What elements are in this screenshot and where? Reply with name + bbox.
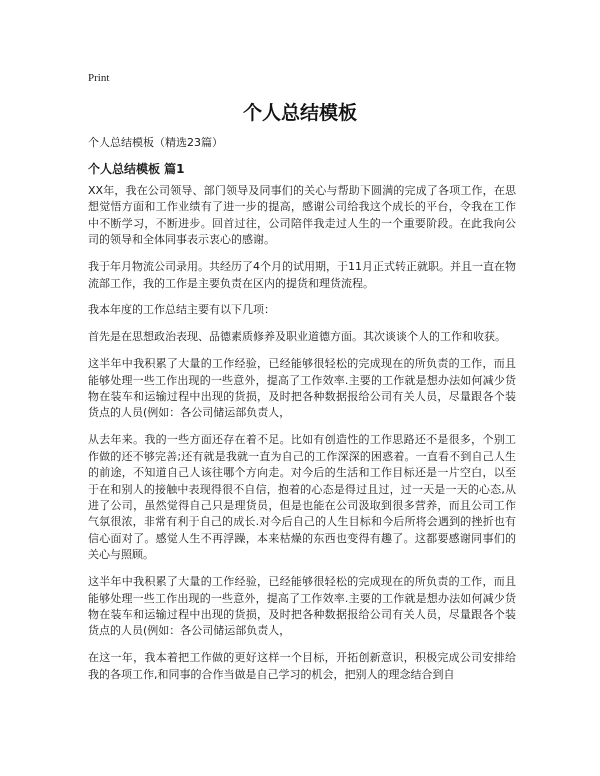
paragraph: 这半年中我积累了大量的工作经验，已经能够很轻松的完成现在的所负责的工作，而且能够处理一些工作出现的一些意外，提高了工作效率.主要的工作就是想办法如何减少货物在装车和运输过程中出现的货损，及时把各种数据报给公司有关人员，尽量跟各个装货点的人员(例如：各公司储运部负责人，	[88, 575, 516, 638]
document-body	[88, 183, 516, 694]
paragraph: 我于年月物流公司录用。共经历了4个月的试用期，于11月正式转正就职。并且一直在物流部工作，我的工作是主要负责在区内的提货和理货流程。	[88, 260, 516, 290]
document-subtitle: 个人总结模板（精选23篇）	[88, 136, 223, 149]
paragraph: XX年，我在公司领导、部门领导及同事们的关心与帮助下圆满的完成了各项工作，在思想觉悟方面和工作业绩有了进一步的提高，感谢公司给我这个成长的平台，令我在工作中不断学习，不断进步。回首过往，公司陪伴我走过人生的一个重要阶段。在此我向公司的领导和全体同事表示衷心的感谢。	[88, 184, 516, 247]
paragraph: 在这一年，我本着把工作做的更好这样一个目标，开拓创新意识，积极完成公司安排给我的各项工作,和同事的合作当做是自己学习的机会，把别人的理念结合到自	[88, 651, 516, 681]
paragraph: 我本年度的工作总结主要有以下几项：	[88, 303, 275, 317]
paragraph: 首先是在思想政治表现、品德素质修养及职业道德方面。其次谈谈个人的工作和收获。	[88, 330, 506, 344]
paragraph: 这半年中我积累了大量的工作经验，已经能够很轻松的完成现在的所负责的工作，而且能够处理一些工作出现的一些意外，提高了工作效率.主要的工作就是想办法如何减少货物在装车和运输过程中出现的货损，及时把各种数据报给公司有关人员，尽量跟各个装货点的人员(例如：各公司储运部负责人，	[88, 357, 516, 420]
paragraph: 从去年来。我的一些方面还存在着不足。比如有创造性的工作思路还不是很多，个别工作做的还不够完善;还有就是我就一直为自己的工作深深的困惑着。一直看不到自己人生的前途，不知道自己人该往哪个方向走。对今后的生活和工作目标还是一片空白，以至于在和别人的接触中表现得很不自信，抱着的心态是得过且过，过一天是一天的心态,从进了公司，虽然觉得自己只是理货员，但是也能在公司汲取到很多营养，而且公司工作气氛很浓，非常有利于自己的成长.对今后自己的人生目标和今后所将会遇到的挫折也有信心面对了。感觉人生不再浮躁，本来枯燥的东西也变得有趣了。这都要感谢同事们的关心与照顾。	[88, 433, 516, 562]
section-heading: 个人总结模板 篇1	[88, 162, 185, 176]
document-title: 个人总结模板	[242, 102, 357, 124]
print-link[interactable]: Print	[88, 72, 110, 84]
